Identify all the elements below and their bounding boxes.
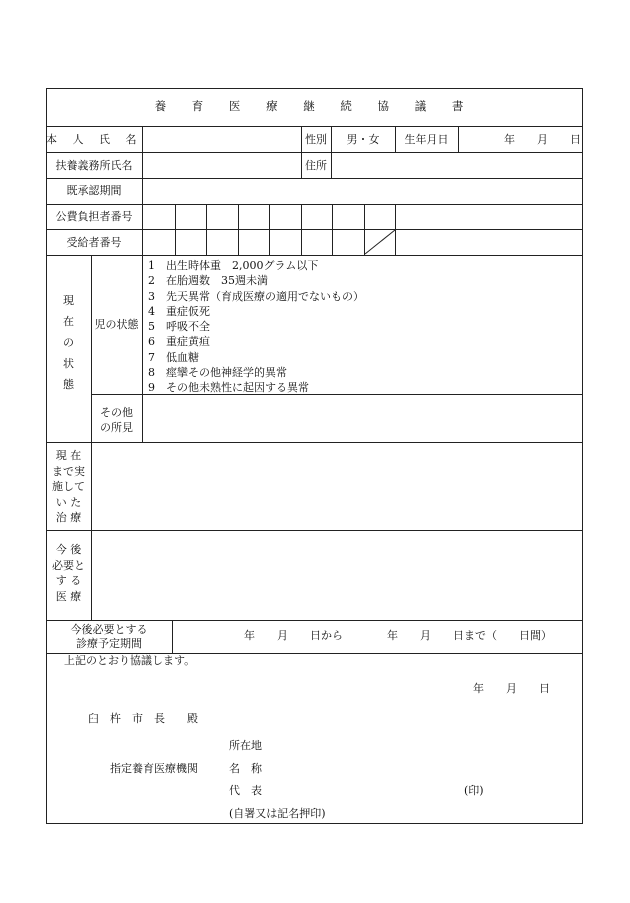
address-field[interactable]: [332, 153, 582, 178]
signature-note: (自署又は記名押印): [229, 807, 326, 820]
border-right: [582, 88, 583, 824]
child-condition-number: 5: [148, 320, 155, 334]
child-condition-text: 呼吸不全: [166, 320, 210, 334]
child-condition-text: 先天異常（育成医療の適用でないもの）: [166, 289, 364, 303]
rule: [458, 126, 459, 152]
period-field[interactable]: 年 月 日から 年 月 日まで（ 日間）: [244, 629, 552, 642]
form-sheet: [46, 88, 583, 823]
child-condition-text: その他未熟性に起因する異常: [166, 381, 309, 395]
border-top: [46, 88, 583, 89]
child-condition-number: 6: [148, 335, 155, 349]
child-condition-item[interactable]: [148, 380, 364, 395]
institution-label: 指定養育医療機関: [110, 762, 198, 775]
child-condition-number: 7: [148, 350, 155, 364]
child-condition-item[interactable]: [148, 304, 364, 319]
other-findings-label-line2: の所見: [100, 421, 133, 434]
child-condition-text: 痙攣その他神経学的異常: [166, 366, 287, 380]
child-condition-number: 9: [148, 381, 155, 395]
other-findings-field[interactable]: [143, 395, 582, 442]
birth-date-label: 生年月日: [404, 133, 449, 146]
guardian-field[interactable]: [143, 153, 301, 178]
child-condition-number: 8: [148, 366, 155, 380]
child-condition-item[interactable]: [148, 319, 364, 334]
child-state-label: 児の状態: [94, 318, 139, 331]
birth-date-field[interactable]: 年 月 日: [504, 133, 581, 146]
representative-label: 代 表: [229, 784, 262, 797]
child-condition-item[interactable]: [148, 365, 364, 380]
period-label-line1: 今後必要とする: [70, 623, 148, 636]
gender-label: 性別: [305, 133, 327, 146]
child-condition-text: 低血糖: [166, 350, 199, 364]
child-condition-list: [148, 258, 364, 396]
child-condition-item[interactable]: [148, 289, 364, 304]
page-title: 養 育 医 療 継 続 協 議 書: [154, 99, 475, 113]
recipient-number-field[interactable]: [143, 230, 364, 255]
child-condition-text: 在胎週数 35週未満: [166, 274, 268, 288]
child-condition-item[interactable]: [148, 350, 364, 365]
payer-number-label: 公費負担者番号: [55, 210, 133, 223]
approved-period-label: 既承認期間: [66, 184, 122, 197]
child-condition-text: 重症黄疸: [166, 335, 210, 349]
border-bottom: [46, 823, 583, 824]
child-condition-number: 2: [148, 274, 155, 288]
future-care-label: 今 後 必要と す る 医 療: [52, 543, 85, 603]
recipient-number-label: 受給者番号: [66, 236, 122, 249]
payer-number-field[interactable]: [143, 205, 395, 229]
slash-mark: [364, 229, 396, 255]
other-findings-label: [91, 405, 142, 435]
period-label: [46, 623, 172, 651]
child-condition-number: 1: [148, 259, 155, 272]
gender-options[interactable]: 男・女: [346, 133, 380, 146]
agreement-text: 上記のとおり協議します。: [64, 654, 196, 667]
period-label-line2: 診療予定期間: [76, 637, 142, 650]
treatment-so-far-label: 現 在 まで実 施して い た 治 療: [52, 449, 85, 524]
child-condition-number: 3: [148, 289, 155, 303]
institution-name-label: 名 称: [229, 762, 262, 775]
rule: [172, 620, 173, 653]
child-condition-item[interactable]: [148, 334, 364, 349]
address-label: 住所: [305, 159, 327, 172]
current-state-label: 現 在 の 状 態: [63, 294, 74, 391]
location-label: 所在地: [229, 739, 262, 752]
approved-period-field[interactable]: [143, 179, 582, 204]
name-label: 本 人 氏 名: [46, 133, 143, 146]
other-findings-label-line1: その他: [100, 406, 133, 419]
rule: [46, 255, 583, 256]
child-condition-item[interactable]: [148, 258, 364, 273]
addressee: 臼 杵 市 長 殿: [88, 712, 198, 725]
name-field[interactable]: [143, 127, 301, 152]
child-condition-text: 重症仮死: [166, 304, 210, 318]
future-care-field[interactable]: [92, 531, 582, 620]
agreement-date[interactable]: 年 月 日: [473, 682, 550, 695]
rule: [46, 126, 583, 127]
seal-mark: (印): [464, 784, 484, 797]
guardian-label: 扶養義務所氏名: [55, 159, 133, 172]
rule: [46, 620, 583, 621]
child-condition-text: 出生時体重 2,000グラム以下: [166, 259, 319, 272]
child-condition-item[interactable]: [148, 273, 364, 288]
child-condition-number: 4: [148, 304, 155, 318]
treatment-so-far-field[interactable]: [92, 443, 582, 530]
